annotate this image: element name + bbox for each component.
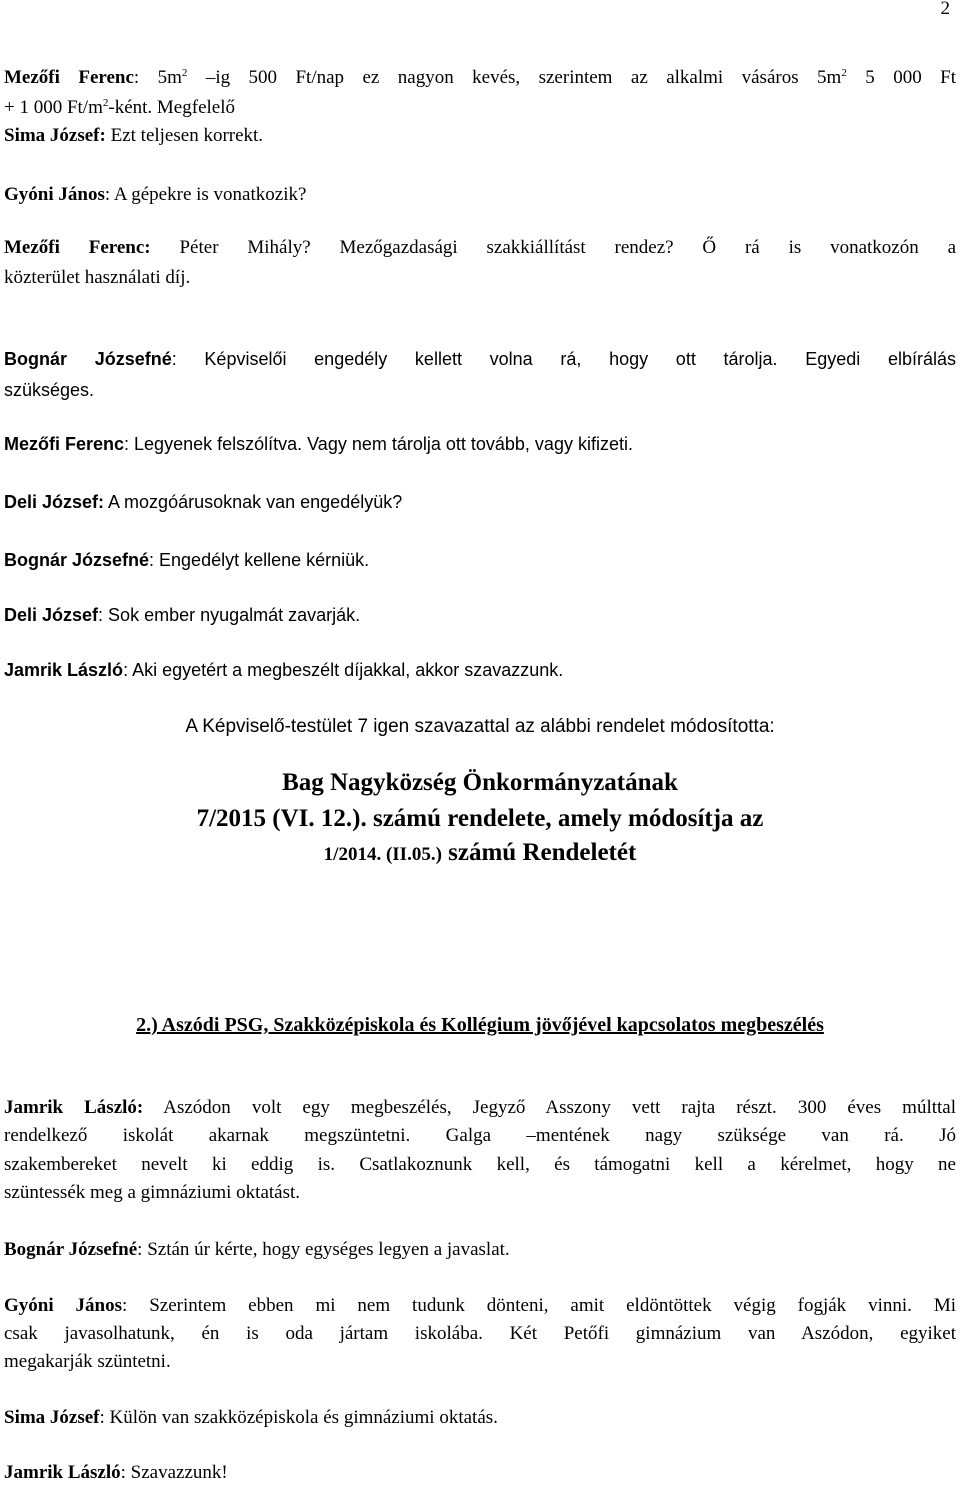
- speaker-name: Bognár Józsefné: [4, 550, 150, 570]
- text: : A gépekre is vonatkozik?: [104, 184, 307, 205]
- speaker-name: Deli József: [4, 605, 99, 625]
- paragraph-mezofi-1: [4, 66, 956, 90]
- paragraph-jamrik-3: [4, 1461, 956, 1485]
- speaker-name: Gyóni János: [4, 1295, 123, 1316]
- ordinance-suffix: számú Rendeletét: [441, 839, 637, 866]
- text: Aszódon volt egy megbeszélés, Jegyző Asszony vett rajta részt. 300 éves múlttal: [143, 1097, 956, 1118]
- text: : Sztán úr kérte, hogy egységes legyen a javaslat.: [137, 1239, 510, 1260]
- paragraph-jamrik-2-line-4: szüntessék meg a gimnáziumi oktatást.: [4, 1182, 301, 1203]
- paragraph-deli-1: [4, 490, 956, 514]
- text: : 5m: [133, 67, 182, 88]
- superscript: 2: [841, 67, 847, 79]
- paragraph-jamrik-1: [4, 658, 956, 682]
- ordinance-title-line-2: 7/2015 (VI. 12.). számú rendelete, amely módosítja az: [196, 805, 764, 832]
- text: : Legyenek felszólítva. Vagy nem tárolja ott tovább, vagy kifizeti.: [124, 434, 633, 454]
- text: Ezt teljesen korrekt.: [105, 125, 264, 146]
- speaker-name: Mezőfi Ferenc: [4, 67, 134, 88]
- text: A mozgóárusoknak van engedélyük?: [104, 492, 403, 512]
- speaker-name: Gyóni János: [4, 184, 105, 205]
- speaker-name: Mezőfi Ferenc:: [4, 237, 151, 258]
- paragraph-gyoni-1: [4, 183, 956, 207]
- paragraph-mezofi-1-cont: [4, 96, 956, 120]
- ordinance-number: 1/2014. (II.05.): [323, 844, 442, 865]
- ordinance-title-line-1: Bag Nagyközség Önkormányzatának: [282, 769, 678, 796]
- paragraph-jamrik-2-line-3: szakembereket nevelt ki eddig is. Csatlakoznunk kell, és támogatni kell a kérelmet, hogy ne: [4, 1154, 956, 1175]
- speaker-name: Jamrik László:: [4, 1097, 144, 1118]
- ordinance-title-line-3: [0, 838, 960, 870]
- speaker-name: Sima József: [4, 1407, 100, 1428]
- vote-statement: A Képviselő-testület 7 igen szavazattal az alábbi rendelet módosította:: [185, 716, 775, 737]
- text: : Sok ember nyugalmát zavarják.: [98, 605, 361, 625]
- paragraph-jamrik-2-line-2: rendelkező iskolát akarnak megszüntetni. Galga –mentének nagy szüksége van rá. Jó: [4, 1125, 956, 1146]
- text: : Engedélyt kellene kérniük.: [149, 550, 370, 570]
- paragraph-bognar-2: [4, 548, 956, 572]
- paragraph-mezofi-2-cont: közterület használati díj.: [4, 267, 191, 288]
- paragraph-gyoni-2: [4, 1294, 956, 1318]
- text: –ig 500 Ft/nap ez nagyon kevés, szerintem az alkalmi vásáros 5m: [187, 67, 842, 88]
- text: : Szavazzunk!: [120, 1462, 228, 1483]
- paragraph-mezofi-2: [4, 236, 956, 260]
- superscript: 2: [181, 67, 188, 79]
- section-2-title: 2.) Aszódi PSG, Szakközépiskola és Kollégium jövőjével kapcsolatos megbeszélés: [136, 1014, 824, 1036]
- paragraph-deli-2: [4, 603, 956, 627]
- speaker-name: Sima József:: [4, 125, 106, 146]
- page-number: 2: [940, 0, 950, 19]
- speaker-name: Bognár Józsefné: [4, 1239, 138, 1260]
- superscript: 2: [102, 97, 109, 109]
- speaker-name: Jamrik László: [4, 1462, 121, 1483]
- paragraph-gyoni-2-line-3: megakarják szüntetni.: [4, 1351, 171, 1372]
- paragraph-bognar-1: [4, 347, 956, 371]
- speaker-name: Mezőfi Ferenc: [4, 434, 125, 454]
- paragraph-gyoni-2-line-2: csak javasolhatunk, én is oda jártam iskolába. Két Petőfi gimnázium van Aszódon, egyiket: [4, 1323, 956, 1344]
- speaker-name: Jamrik László: [4, 660, 124, 680]
- paragraph-sima-2: [4, 1406, 956, 1430]
- paragraph-bognar-1-cont: szükséges.: [4, 380, 95, 400]
- paragraph-jamrik-2: [4, 1096, 956, 1120]
- text: : Szerintem ebben mi nem tudunk dönteni, amit eldöntöttek végig fogják vinni. Mi: [122, 1295, 956, 1316]
- text: : Külön van szakközépiskola és gimnáziumi oktatás.: [99, 1407, 498, 1428]
- text: + 1 000 Ft/m: [4, 97, 103, 118]
- paragraph-mezofi-3: [4, 432, 956, 456]
- paragraph-sima-1: [4, 124, 956, 148]
- paragraph-bognar-3: [4, 1238, 956, 1262]
- text: : Képviselői engedély kellett volna rá, hogy ott tárolja. Egyedi elbírálás: [171, 349, 957, 369]
- text: : Aki egyetért a megbeszélt díjakkal, akkor szavazzunk.: [123, 660, 564, 680]
- text: -ként. Megfelelő: [108, 97, 235, 118]
- text: Péter Mihály? Mezőgazdasági szakkiállítást rendez? Ő rá is vonatkozón a: [150, 237, 957, 258]
- speaker-name: Bognár Józsefné: [4, 349, 172, 369]
- speaker-name: Deli József:: [4, 492, 105, 512]
- text: 5 000 Ft: [846, 67, 956, 88]
